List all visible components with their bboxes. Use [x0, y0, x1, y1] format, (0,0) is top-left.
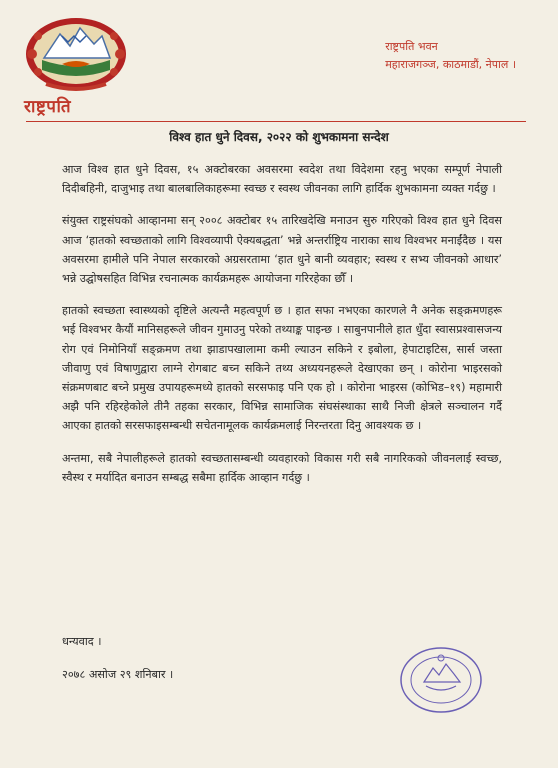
paragraph-3: हातको स्वच्छता स्वास्थ्यको दृष्टिले अत्यन्तै महत्वपूर्ण छ । हात सफा नभएका कारणले नै अनेक सङ्क्रमणहरू भई विश्वभर कैयौं मानिसहरूले जीवन गुमाउनु परेको तथ्याङ्क पाइन्छ । साबुनपानीले हात धुँदा स्वासप्रश्वासजन्य रोग एवं निमोनियाँ सङ्क्रमण तथा झाडापखालामा कमी ल्याउन सकिने र इबोला, हेपाटाइटिस, सार्स जस्ता जीवाणु एवं विषाणुद्वारा लाग्ने रोगबाट बच्न सकिने तथ्य अध्ययनहरूले देखाएका छन् । कोरोना भाइरसको संक्रमणबाट बच्ने प्रमुख उपायहरूमध्ये हातको सरसफाइ पनि एक हो । कोरोना भाइरस (कोभिड–१९) महामारी अझै पनि रहिरहेकोले तीनै तहका सरकार, विभिन्न सामाजिक संघसंस्थाका साथै निजी क्षेत्रले सञ्चालन गर्दै आएका हातको सरसफाइसम्बन्धी सचेतनामूलक कार्यक्रमलाई निरन्तरता दिनु आवश्यक छ ।: [62, 304, 502, 433]
nepal-emblem-icon: [22, 14, 130, 92]
closing-thanks: धन्यवाद ।: [62, 635, 102, 648]
letterhead-address: [385, 38, 516, 74]
address-line-2: महाराजगञ्ज, काठमाडौं, नेपाल ।: [385, 58, 516, 71]
letterhead-divider: [26, 121, 526, 122]
official-seal-icon: [398, 644, 484, 716]
address-line-1: राष्ट्रपति भवन: [385, 40, 438, 53]
document-title: विश्व हात धुने दिवस, २०२२ को शुभकामना सन्देश: [169, 130, 389, 144]
paragraph-1: आज विश्व हात धुने दिवस, १५ अक्टोबरका अवसरमा स्वदेश तथा विदेशमा रहनु भएका सम्पूर्ण नेपाली दिदीबहिनी, दाजुभाइ तथा बालबालिकाहरूमा स्वच्छ र स्वस्थ जीवनका लागि हार्दिक शुभकामना व्यक्त गर्दछु ।: [62, 163, 502, 196]
paragraph-4: अन्तमा, सबै नेपालीहरूले हातको स्वच्छतासम्बन्धी व्यवहारको विकास गरी सबै नागरिकको जीवनलाई स्वच्छ, स्वैस्थ र मर्यादित बनाउन सम्बद्ध सबैमा हार्दिक आव्हान गर्दछु ।: [62, 451, 502, 484]
document-date: २०७८ असोज २९ शनिबार ।: [62, 668, 174, 681]
paragraph-2: संयुक्त राष्ट्रसंघको आव्हानमा सन् २००८ अक्टोबर १५ तारिखदेखि मनाउन सुरु गरिएको विश्व हात धुने दिवस आज ‘हातको स्वच्छताको लागि विश्वव्यापी ऐक्यबद्धता’ भन्ने अन्तर्राष्ट्रिय नाराका साथ विश्वभर मनाईंदैछ । यस अवसरमा हामीले पनि नेपाल सरकारको अग्रसरतामा ‘हात धुने बानी व्यवहार; स्वस्थ र सभ्य जीवनको आधार’ भन्ने उद्घोषसहित विभिन्न रचनात्मक कार्यक्रमहरू आयोजना गरिरहेका छौँ ।: [62, 214, 502, 286]
message-body: [62, 160, 502, 500]
emblem-caption: राष्ट्रपति: [24, 97, 72, 117]
